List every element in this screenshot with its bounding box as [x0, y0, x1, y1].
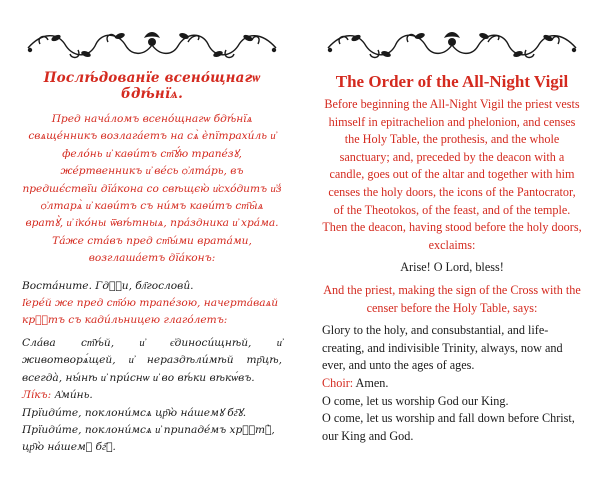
- floral-vine-ornament-icon: [22, 28, 282, 62]
- rubric-priest-slavonic: І҆ере́й же пред ст҃о́ю трапе́зою, начерта́ваѧй крⷭ҇тъ съ кади́льницею глаго́летъ:: [22, 297, 279, 327]
- invitation-1-english: O come, let us worship God our King.: [322, 393, 509, 408]
- choir-label-slavonic: Лі́къ:: [22, 389, 52, 402]
- doxology-slavonic: Сла́ва ст҃ѣ́й, и҆ є҆диноси́щнѣй, и҆ животворѧ́щей, и҆ нераздѣли́мѣй тр҃цѣ, всегда̀, ны́нѣ и҆ при́снѡ и҆ во вѣ́ки вѣкѡ́въ.: [22, 336, 282, 384]
- choir-label-english: Choir:: [322, 375, 354, 390]
- floral-vine-ornament-icon: [322, 28, 582, 62]
- invitation-1-slavonic: Прїиди́те, поклони́мсѧ цр҃ю̀ на́шемꙋ бг҃ꙋ.: [22, 406, 247, 419]
- rubric-intro-english: Before beginning the All-Night Vigil the priest vests himself in epitrachelion and phelonion, and censes the Holy Table, the prothesis, and the whole sanctuary; and, preceded by the deacon with a candle, goes out of the altar and together with him censes the holy doors, the icons of the Pantocrator, of the Theotokos, of the feast, and of the temple. Then the deacon, having stood before the holy doors, exclaims:: [322, 97, 582, 252]
- choir-text-english: Amen.: [355, 375, 389, 390]
- exclamation-slavonic: Воста́ните. Гдⷭ҇и, бл҃гослови̂.: [22, 279, 194, 292]
- invitation-2-slavonic: Прїиди́те, поклони́мсѧ и҆ припаде́мъ хрⷭ҇тꙋ̀, цр҃ю̀ на́шемꙋ бг҃ꙋ.: [22, 423, 275, 454]
- choir-line-slavonic: [22, 387, 282, 404]
- doxology-english: Glory to the holy, and consubstantial, and life-creating, and indivisible Trinity, always, now and ever, and unto the ages of ages.: [322, 323, 563, 373]
- right-page: [300, 0, 600, 491]
- rubric-intro-slavonic: Пред нача́ломъ всено́щнагѡ бдѣ́нїѧ свѧще́нникъ возлага́етъ на сѧ̀ ѐпїтрахи́ль и҆ фело́нь и҆ каѳи́тъ ст҃ꙋ́ю трапе́зꙋ, же́ртвенникъ и҆ ве́сь ѻ҆лта́рь, въ предшє́ствїи дїа́кона со свѣщєю̀ и҆схо́дитъ и҆з̾ ѻ҆лтарѧ̀ и҆ каѳи́тъ съ ни́мъ каѳи́тъ ст҃ы̑ѧ вратꙋ̀, и҆ і҆ко́ны ѿвѣ́тныѧ, пра́здника и҆ хра́ма. Та́же ста́въ пред ст҃ы́ми врата́ми, возглаша́етъ дїа́конъ:: [22, 113, 282, 265]
- exclamation-english: Arise! O Lord, bless!: [400, 260, 504, 275]
- invitation-2-english: O come, let us worship and fall down before Christ, our King and God.: [322, 411, 575, 443]
- rubric-priest-english: And the priest, making the sign of the Cross with the censer before the Holy Table, says:: [323, 282, 581, 315]
- page-title-english: The Order of the All-Night Vigil: [335, 72, 569, 91]
- choir-text-slavonic: А҆ми́нь.: [54, 389, 93, 402]
- choir-line-english: [322, 375, 582, 393]
- page-title-slavonic: Послѣ́дованїе всено́щнагѡ бдѣ́нїѧ.: [43, 70, 261, 102]
